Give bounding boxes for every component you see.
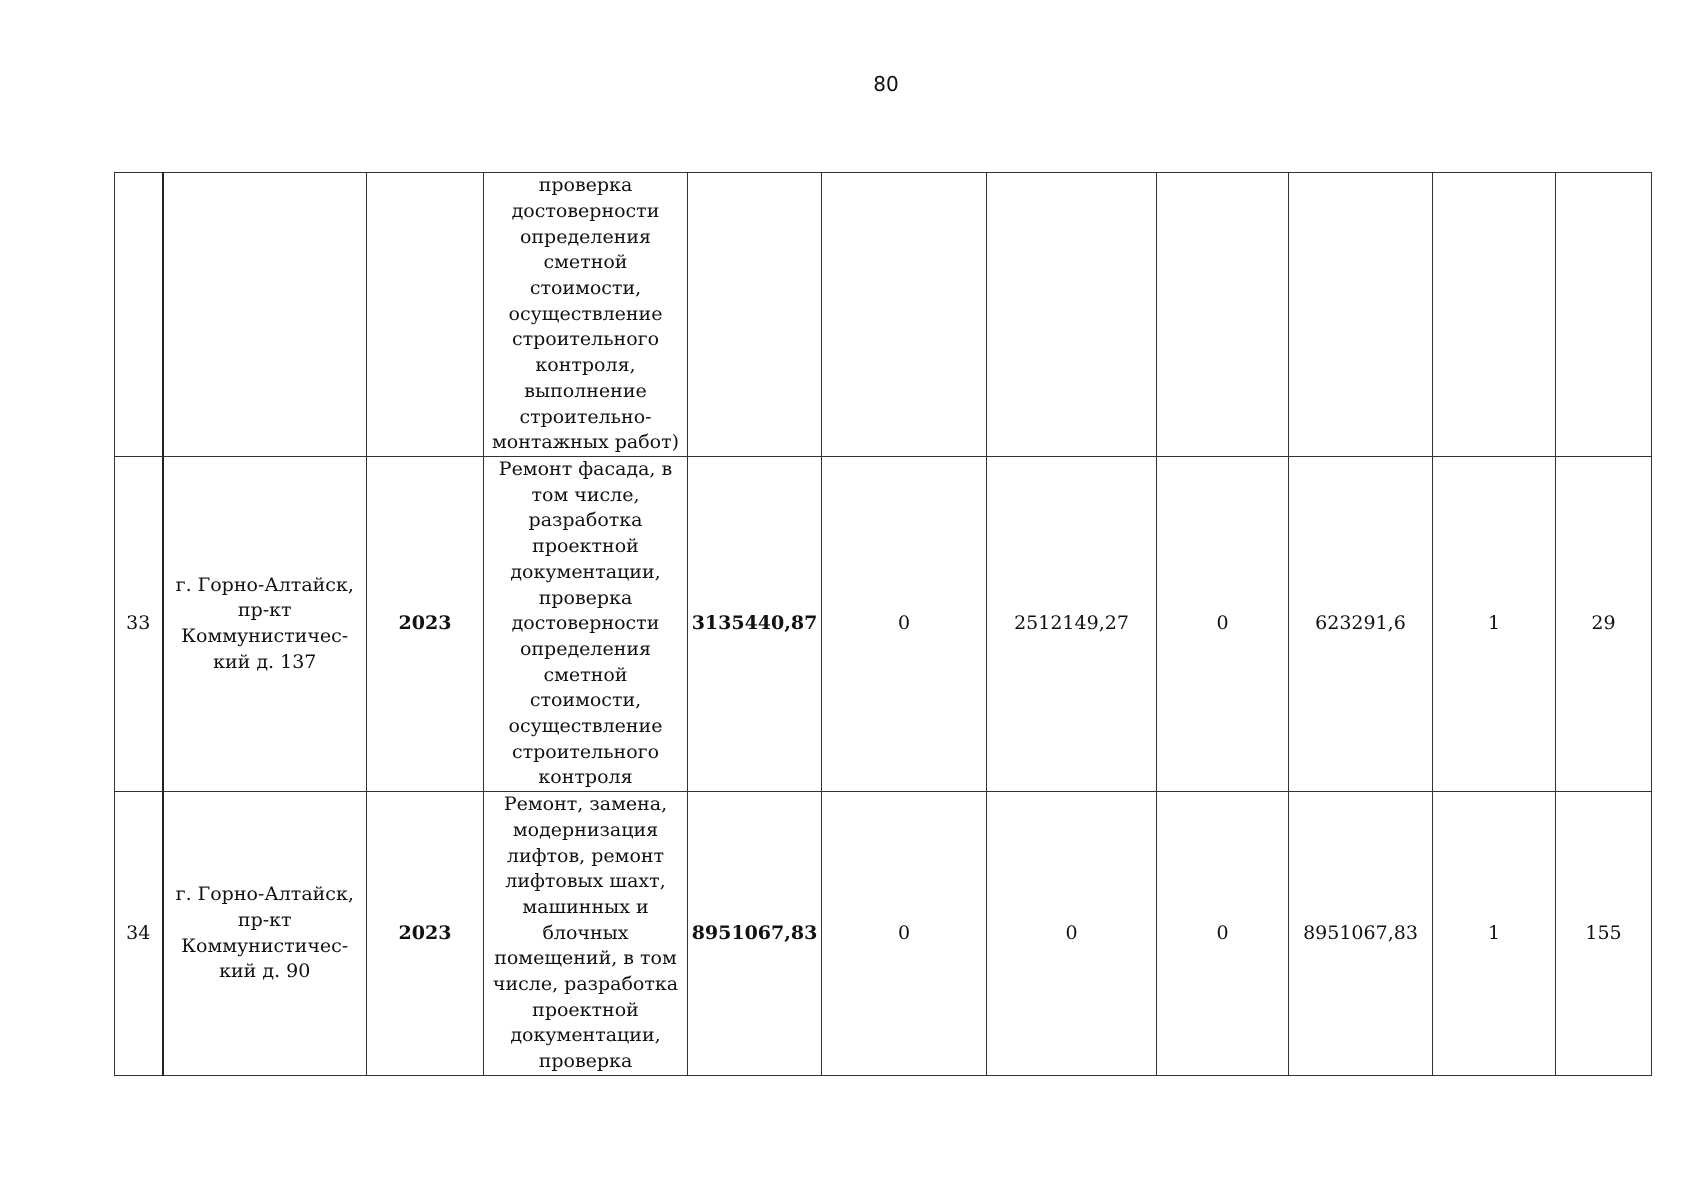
row-number-cell: 33 — [115, 457, 163, 792]
table-row — [115, 457, 1652, 792]
amount-cell: 623291,6 — [1289, 457, 1433, 792]
count-cell — [1433, 173, 1556, 457]
total-cost-cell: 8951067,83 — [688, 792, 822, 1076]
count-cell — [1556, 173, 1652, 457]
page-number: 80 — [873, 72, 899, 96]
amount-cell: 0 — [987, 792, 1157, 1076]
amount-cell: 0 — [1157, 457, 1289, 792]
table-row — [115, 173, 1652, 457]
year-cell: 2023 — [367, 457, 484, 792]
amount-cell — [987, 173, 1157, 457]
amount-cell — [1157, 173, 1289, 457]
amount-cell: 0 — [822, 457, 987, 792]
count-cell: 29 — [1556, 457, 1652, 792]
amount-cell: 0 — [1157, 792, 1289, 1076]
count-cell: 1 — [1433, 457, 1556, 792]
row-number-cell — [115, 173, 163, 457]
total-cost-cell — [688, 173, 822, 457]
address-cell: г. Горно-Алтайск, пр-кт Коммунистичес-кий д. 137 — [163, 457, 367, 792]
amount-cell: 0 — [822, 792, 987, 1076]
repair-program-table — [114, 172, 1652, 1076]
table-row — [115, 792, 1652, 1076]
count-cell: 155 — [1556, 792, 1652, 1076]
amount-cell: 2512149,27 — [987, 457, 1157, 792]
year-cell: 2023 — [367, 792, 484, 1076]
amount-cell: 8951067,83 — [1289, 792, 1433, 1076]
work-type-cell: проверка достоверности определения сметной стоимости, осуществление строительного контроля, выполнение строительно-монтажных работ) — [484, 173, 688, 457]
total-cost-cell: 3135440,87 — [688, 457, 822, 792]
address-cell — [163, 173, 367, 457]
work-type-cell: Ремонт фасада, в том числе, разработка проектной документации, проверка достоверности определения сметной стоимости, осуществление строительного контроля — [484, 457, 688, 792]
year-cell — [367, 173, 484, 457]
amount-cell — [822, 173, 987, 457]
row-number-cell: 34 — [115, 792, 163, 1076]
address-cell: г. Горно-Алтайск, пр-кт Коммунистичес-кий д. 90 — [163, 792, 367, 1076]
work-type-cell: Ремонт, замена, модернизация лифтов, ремонт лифтовых шахт, машинных и блочных помещений, в том числе, разработка проектной документации, проверка — [484, 792, 688, 1076]
amount-cell — [1289, 173, 1433, 457]
count-cell: 1 — [1433, 792, 1556, 1076]
